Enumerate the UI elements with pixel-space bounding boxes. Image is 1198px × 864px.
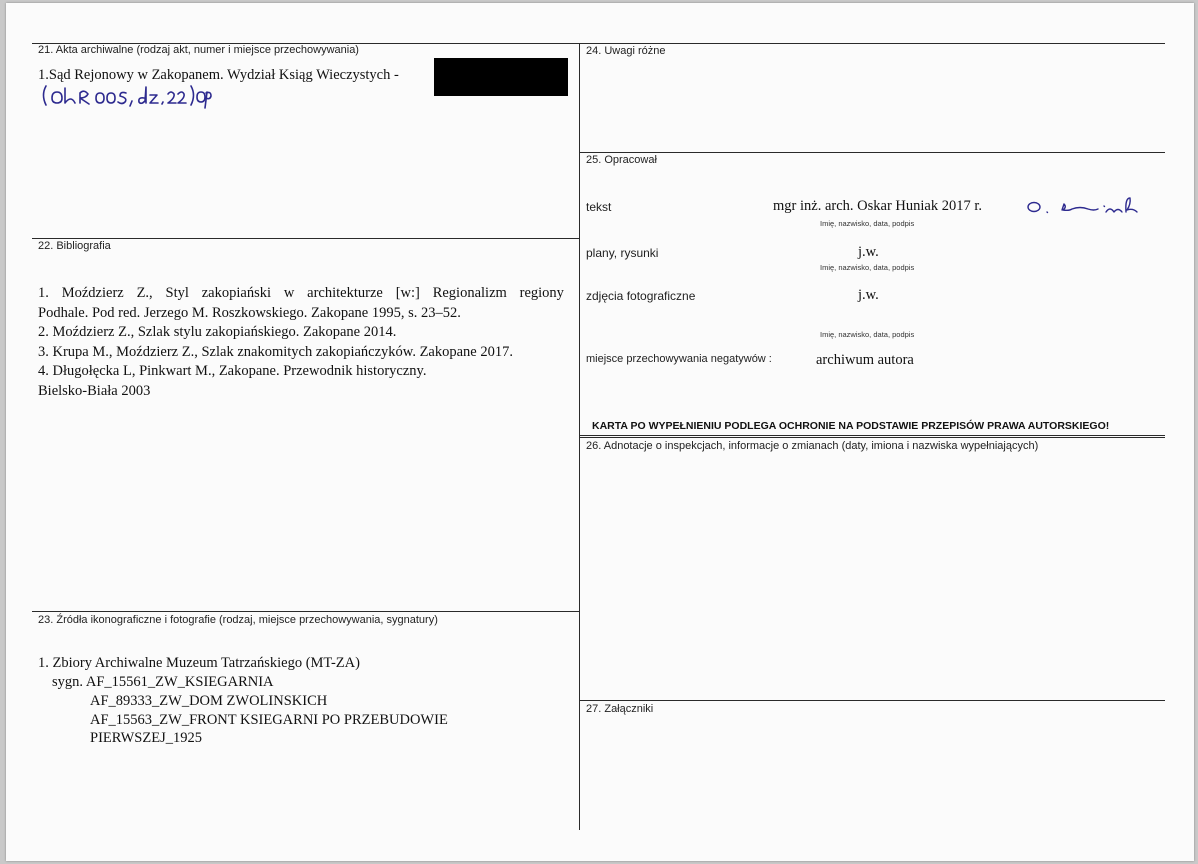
document-sheet [6, 3, 1194, 861]
divider-section22 [32, 238, 579, 239]
row-caption-photos: Imię, nazwisko, data, podpis [820, 330, 915, 339]
sources-signature: AF_89333_ZW_DOM ZWOLINSKICH [90, 693, 328, 709]
bibliography-item: 2. Moździerz Z., Szlak stylu zakopiańskiego. Zakopane 2014. [38, 324, 397, 340]
bibliography-item: 4. Długołęcka L, Pinkwart M., Zakopane. Przewodnik historyczny. [38, 363, 427, 379]
bibliography-item: 1. Moździerz Z., Styl zakopiański w architekturze [w:] Regionalizm regiony [38, 285, 564, 301]
signature [1026, 195, 1142, 219]
sources-signature: AF_15563_ZW_FRONT KSIEGARNI PO PRZEBUDOWIE [90, 712, 448, 728]
sources-collection: 1. Zbiory Archiwalne Muzeum Tatrzańskiego (MT-ZA) [38, 655, 360, 671]
row-value-negatives: archiwum autora [816, 352, 914, 368]
row-label-negatives: miejsce przechowywania negatywów : [586, 353, 772, 365]
row-label-photos: zdjęcia fotograficzne [586, 289, 696, 303]
row-value-text: mgr inż. arch. Oskar Huniak 2017 r. [773, 198, 982, 214]
divider-top-right [580, 43, 1165, 44]
row-label-plans: plany, rysunki [586, 246, 659, 260]
section24-label: 24. Uwagi różne [586, 45, 666, 57]
row-value-photos: j.w. [858, 287, 879, 303]
copyright-notice: KARTA PO WYPEŁNIENIU PODLEGA OCHRONIE NA PODSTAWIE PRZEPISÓW PRAWA AUTORSKIEGO! [592, 420, 1110, 432]
section22-label: 22. Bibliografia [38, 240, 111, 252]
divider-section25 [580, 152, 1165, 153]
redaction-block [434, 58, 568, 96]
bibliography-list [38, 284, 564, 401]
row-label-text: tekst [586, 200, 612, 214]
section21-court-text: 1.Sąd Rejonowy w Zakopanem. Wydział Ksiąg Wieczystych - [38, 67, 399, 83]
bibliography-item: Podhale. Pod red. Jerzego M. Roszkowskiego. Zakopane 1995, s. 23–52. [38, 304, 461, 321]
row-value-plans: j.w. [858, 244, 879, 260]
row-caption-plans: Imię, nazwisko, data, podpis [820, 263, 915, 272]
divider-section23 [32, 611, 579, 612]
handwritten-note [40, 83, 210, 109]
divider-section27 [580, 700, 1165, 701]
divider-copyright [580, 435, 1165, 436]
bibliography-item: Bielsko-Biała 2003 [38, 382, 151, 399]
section21-label: 21. Akta archiwalne (rodzaj akt, numer i miejsce przechowywania) [38, 44, 359, 56]
sources-signature: PIERWSZEJ_1925 [90, 730, 202, 746]
section26-label: 26. Adnotacje o inspekcjach, informacje o zmianach (daty, imiona i nazwiska wypełniających) [586, 440, 1039, 452]
divider-section26 [580, 437, 1165, 438]
bibliography-item: 3. Krupa M., Moździerz Z., Szlak znakomitych zakopiańczyków. Zakopane 2017. [38, 343, 513, 360]
section25-label: 25. Opracował [586, 154, 657, 166]
sources-signature: sygn. AF_15561_ZW_KSIEGARNIA [52, 674, 274, 690]
section27-label: 27. Załączniki [586, 703, 654, 715]
section23-label: 23. Źródła ikonograficzne i fotografie (rodzaj, miejsce przechowywania, sygnatury) [38, 614, 438, 626]
row-caption-text: Imię, nazwisko, data, podpis [820, 219, 915, 228]
